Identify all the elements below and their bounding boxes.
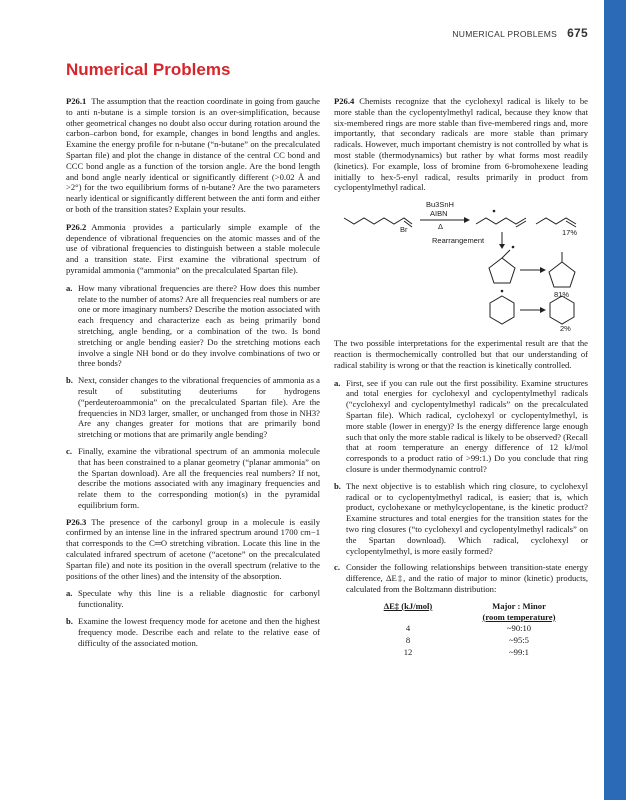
double-bond [566,221,576,227]
table-row [352,622,582,634]
part-text: The next objective is to establish which ring closure, to cyclohexyl radical or to cyclopentylmethyl radical, is easier; that is, which product, cyclohexane or methylcyclopentane, is the kinetic product? Examine structures and total energies for the transition states for the two ring closures (“to cyclohexyl and cyclopentylmethyl radicals” on the Spartan download). Which radical, cyclohexyl or cyclopentylmethyl, is more easily formed? [346,480,588,556]
bromine-label: Br [400,225,408,235]
problem-text: Chemists recognize that the cyclohexyl radical is likely to be more stable than the cyclopentylmethyl radical, because they know that six-membered rings are more stable than five-membered rings and, more importantly, that secondary radicals are more stable than primary radicals. However, much important chemistry is not controlled by what is most stable (thermodynamics) but rather by what forms most readily (kinetics). For example, loss of bromine from 6-bromohexene leading initially to hex-5-enyl radical, results primarily in product from cyclopentylmethyl radical. [334,96,588,193]
part-a: a. First, see if you can rule out the first possibility. Examine structures and total energies for cyclohexyl and cyclopentylmethyl radicals (“cyclohexyl and cyclopentylmethyl radicals” on the precalculated Spartan file). Which radical, cyclohexyl or cyclopentylmethyl, is more stable (lower in energy)? Is the energy difference large enough such that only the more stable radical is likely to be observed? (Recall that at room temperature an energy difference of 12 kJ/mol corresponds to a product ratio of >99:1.) Do you conclude that ring closure is under thermodynamic control? [334,377,588,474]
problem-id: P26.4 [334,96,355,106]
problem-text: Ammonia provides a particularly simple example of the dependence of vibrational frequencies on the atomic masses and of the use of vibrational frequencies to distinguish between a stable molecule and a transition state. First examine the vibrational spectrum of pyramidal ammonia (“ammonia” on the precalculated Spartan file). [66,221,320,275]
reagent-aibn: AIBN [430,209,448,219]
cyclopentylmethyl-radical [489,258,515,283]
reaction-scheme [334,200,588,334]
arrow-head [540,267,546,273]
yield-cyclohexane: 2% [560,324,571,334]
ratio-cell: ~95:5 [509,635,529,646]
bromohexene-chain [344,218,412,224]
page-number: 675 [567,26,588,40]
part-c: c. Finally, examine the vibrational spectrum of an ammonia molecule that has been constrained to a planar geometry (“planar ammonia” on the Spartan download). Are all the frequencies real numbers? If not, describe the motions associated with any imaginary frequencies and relate them to the corresponding motion(s) in the pyramidal equilibrium form. [66,445,320,510]
part-a: a. Speculate why this line is a reliable diagnostic for carbonyl functionality. [66,588,320,610]
table-row [352,634,582,646]
problem-text: The presence of the carbonyl group in a molecule is easily confirmed by an intense line in the infrared spectrum around 1700 cm−1 that corresponds to the C═O stretching vibration. Locate this line in the calculated infrared spectrum of acetone (“acetone” on the precalculated Spartan file) and note its position in the overall spectrum (relative to the positions of the other lines) and the intensity of the absorption. [66,516,320,581]
methylcyclopentane [549,262,575,287]
reagent-bu3snh: Bu3SnH [426,200,454,210]
part-b: b. Next, consider changes to the vibrational frequencies of ammonia as a result of substituting deuteriums for hydrogens (“perdeuteroammonia” on the precalculated Spartan file). Are the frequencies in ND3 larger, smaller, or unchanged from those in NH3? Are any changes greater for motions that are primarily bond stretching or motions that are primarily angle bending? [66,375,320,440]
running-title: NUMERICAL PROBLEMS [452,29,558,39]
problem-26-2 [66,222,320,276]
yield-methylcyclopentane: 81% [554,290,570,300]
part-text: Consider the following relationships between transition-state energy difference, ΔE‡, and the ratio of major to minor (kinetic) products, calculated from the Boltzmann distribution: [346,562,588,594]
heat-symbol: Δ [438,222,444,232]
problem-id: P26.1 [66,96,87,106]
energy-cell: 4 [405,623,411,634]
part-text: Finally, examine the vibrational spectrum of an ammonia molecule that has been constrained to a planar geometry (“planar ammonia” on the Spartan download). Are all the frequencies real numbers? If not, describe the motions associated with any imaginary frequencies and relate them to the corresponding motion(s) in the pyramidal equilibrium form. [78,445,320,510]
ratio-cell: ~99:1 [509,647,529,658]
interpretation-text: The two possible interpretations for the experimental result are that the reaction is thermochemically controlled but that our understanding of radical stability is wrong or that the reaction is kinetically controlled. [334,338,588,370]
section-title: Numerical Problems [66,60,231,79]
table-header [352,601,582,623]
problem-text: The assumption that the reaction coordinate in going from gauche to anti n-butane is a simple torsion is an over-simplification, because other geometrical changes no doubt also occur during rotation around the carbon–carbon bond, for example, changes in bond lengths and angles. Examine the energy profile for n-butane (“n-butane” on the precalculated Spartan file) and plot the change in distance of the central CC bond and CCC bond angle as a function of the torsion angle. Are the bond length and bond angle nearly identical or significantly different (>0.02 Å and >2°) for the two equilibrium forms of n-butane? Are the two parameters nearly identical or significantly different between the anti form and either or both of the transition states? Explain your results. [66,96,320,214]
part-a: a. How many vibrational frequencies are there? How does this number relate to the number of atoms? Are all frequencies real numbers or are one or more imaginary numbers? Describe the motion associated with each frequency and characterize each as being primarily bond stretching, angle bending, or a combination of the two. Is bond stretching or angle bending easier? Do the stretching motions each involve a single NH bond or do they involve combinations of two or three bonds? [66,282,320,369]
reaction-svg [334,200,588,328]
ratio-header-line2: (room temperature) [482,611,556,622]
arrow-head [540,307,546,313]
part-b: b. Examine the lowest frequency mode for acetone and then the highest frequency mode. Describe each and relate to the relative ease of difficulty of the associated motion. [66,616,320,648]
part-text: Next, consider changes to the vibrational frequencies of ammonia as a result of substituting deuteriums for hydrogens (“perdeuteroammonia” on the precalculated Spartan file). Are the frequencies in ND3 larger, smaller, or unchanged from those in NH3? Are any changes greater for motions that are primarily bond stretching or motions that are primarily angle bending? [78,375,320,440]
part-b: b. The next objective is to establish which ring closure, to cyclohexyl radical or to cyclopentylmethyl radical, is easier; that is, which product, cyclohexane or methylcyclopentane, is the kinetic product? Examine structures and total energies for the transition states for the two ring closures (“to cyclohexyl and cyclopentylmethyl radicals” on the Spartan download). Which radical, cyclohexyl or cyclopentylmethyl, is more easily formed? [334,480,588,556]
right-column [334,96,588,658]
ratio-cell: ~90:10 [506,623,532,634]
left-column [66,96,320,654]
energy-cell: 8 [405,635,411,646]
part-text: How many vibrational frequencies are there? How does this number relate to the number of atoms? Are all frequencies real numbers or are one or more imaginary numbers? Describe the motion associated with each frequency and characterize each as being primarily bond stretching, angle bending, or a combination of the two. Is bond stretching or angle bending easier? Do the stretching motions each involve a single NH bond or do they involve combinations of two or three bonds? [78,282,320,369]
part-c: c. Consider the following relationships between transition-state energy difference, ΔE‡, and the ratio of major to minor (kinetic) products, calculated from the Boltzmann distribution: [334,562,588,594]
part-text: Speculate why this line is a reliable diagnostic for carbonyl functionality. [78,588,320,610]
arrow-head [499,244,505,249]
cyclohexyl-radical [490,296,514,324]
running-header [452,26,588,40]
part-text: First, see if you can rule out the first possibility. Examine structures and total energies for cyclohexyl and cyclopentylmethyl radicals (“cyclohexyl and cyclopentylmethyl radicals” on the precalculated Spartan file). Which radical, cyclohexyl or cyclopentylmethyl, is more stable (lower in energy)? Is the energy difference large enough such that only the more stable radical is likely to be observed? (Recall that at room temperature an energy difference of 12 kJ/mol corresponds to a product ratio of >99:1.) Do you conclude that ring closure is under thermodynamic control? [346,377,588,474]
rearrangement-label: Rearrangement [432,236,485,246]
problem-26-3 [66,517,320,582]
column-header-energy: ΔE‡ (kJ/mol) [383,600,433,611]
table-row [352,646,582,658]
problem-id: P26.3 [66,516,87,527]
part-text: Examine the lowest frequency mode for acetone and then the highest frequency mode. Describe each and relate to the relative ease of difficulty of the associated motion. [78,616,320,648]
problem-id: P26.2 [66,221,87,232]
methyl-bond [502,250,510,258]
problem-26-1 [66,96,320,215]
ratio-header-line1: Major : Minor [492,600,546,611]
radical-dot [501,290,504,293]
yield-hexene: 17% [562,228,578,238]
column-header-ratio [464,601,574,623]
radical-dot [493,210,496,213]
hexenyl-radical [476,218,526,224]
energy-cell: 12 [403,647,413,658]
radical-dot [512,246,515,249]
problem-26-4 [334,96,588,193]
boltzmann-table [352,601,582,659]
double-bond [516,221,526,227]
page-edge-strip [604,0,626,800]
arrow-head [464,217,470,223]
